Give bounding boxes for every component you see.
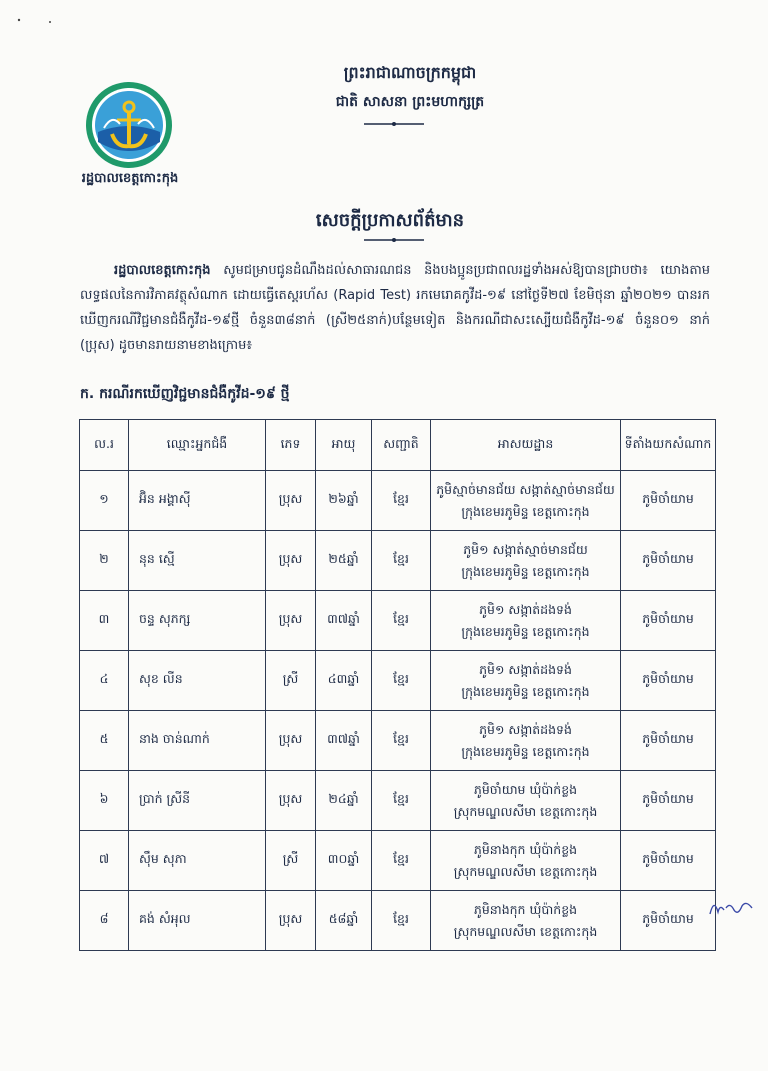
sample-site: ភូមិចាំយាម: [621, 651, 716, 711]
patient-age: ៤៣ឆ្នាំ: [316, 651, 372, 711]
org-caption: រដ្ឋបាលខេត្តកោះកុង: [81, 171, 179, 186]
address-line-1: ភូមិចាំយាម ឃុំប៉ាក់ខ្លង: [473, 781, 578, 797]
patient-name: នុន ស្មើ: [129, 531, 266, 591]
header-address: អាសយដ្ឋាន: [431, 420, 621, 471]
patient-nationality: ខ្មែរ: [372, 591, 431, 651]
paragraph-lead: រដ្ឋបាលខេត្តកោះកុង: [114, 263, 211, 278]
table-row: [80, 591, 716, 651]
patient-sex: ប្រុស: [266, 711, 316, 771]
row-number: ១: [80, 471, 129, 531]
sample-site: ភូមិចាំយាម: [621, 771, 716, 831]
address-line-1: ភូមិនាងកុក ឃុំប៉ាក់ខ្លង: [473, 901, 578, 917]
patient-age: ៣៧ឆ្នាំ: [316, 711, 372, 771]
patient-sex: ស្រី: [266, 831, 316, 891]
sample-site: ភូមិចាំយាម: [621, 711, 716, 771]
anchor-emblem-icon: [84, 80, 174, 170]
section-heading: ក. ករណីរកឃើញវិជ្ជមានជំងឺកូវីដ-១៩ ថ្មី: [80, 386, 290, 402]
patient-name: ស៊ឹម សុភា: [129, 831, 266, 891]
sample-site: ភូមិចាំយាម: [621, 891, 716, 951]
header-sex: ភេទ: [266, 420, 316, 471]
address-line-2: ក្រុងខេមរភូមិន្ទ ខេត្តកោះកុង: [461, 743, 590, 759]
patient-nationality: ខ្មែរ: [372, 891, 431, 951]
row-number: ២: [80, 531, 129, 591]
patient-address: [431, 591, 621, 651]
table-row: [80, 531, 716, 591]
table-row: [80, 771, 716, 831]
row-number: ៥: [80, 711, 129, 771]
patient-name: អ៊ិន អង្គាស៊ី: [129, 471, 266, 531]
patient-name: ចន្ទ សុភក្ស: [129, 591, 266, 651]
patient-age: ៣៧ឆ្នាំ: [316, 591, 372, 651]
patient-nationality: ខ្មែរ: [372, 471, 431, 531]
patient-address: [431, 651, 621, 711]
table-header-row: [80, 420, 716, 471]
address-line-1: ភូមិ១ សង្កាត់ស្មាច់មានជ័យ: [463, 541, 588, 557]
header-nationality: សញ្ជាតិ: [372, 420, 431, 471]
kingdom-heading: ព្រះរាជាណាចក្រកម្ពុជា: [343, 63, 477, 82]
national-motto: ជាតិ សាសនា ព្រះមហាក្សត្រ: [335, 94, 485, 110]
patient-sex: ប្រុស: [266, 591, 316, 651]
patient-address: [431, 771, 621, 831]
cases-table: [79, 419, 716, 951]
row-number: ៨: [80, 891, 129, 951]
patient-address: [431, 891, 621, 951]
announcement-paragraph: [80, 258, 710, 358]
patient-age: ២៥ឆ្នាំ: [316, 531, 372, 591]
patient-sex: ប្រុស: [266, 471, 316, 531]
header-name: ឈ្មោះអ្នកជំងឺ: [129, 420, 266, 471]
row-number: ៦: [80, 771, 129, 831]
address-line-1: ភូមិ១ សង្កាត់ដងទង់: [479, 661, 572, 677]
address-line-1: ភូមិស្មាច់មានជ័យ សង្កាត់ស្មាច់មានជ័យ: [436, 481, 615, 497]
patient-sex: ប្រុស: [266, 531, 316, 591]
patient-nationality: ខ្មែរ: [372, 711, 431, 771]
table-row: [80, 831, 716, 891]
header-sample-site: ទីតាំងយកសំណាក: [621, 420, 716, 471]
address-line-2: ក្រុងខេមរភូមិន្ទ ខេត្តកោះកុង: [461, 683, 590, 699]
sample-site: ភូមិចាំយាម: [621, 591, 716, 651]
patient-nationality: ខ្មែរ: [372, 831, 431, 891]
sample-site: ភូមិចាំយាម: [621, 471, 716, 531]
row-number: ៧: [80, 831, 129, 891]
address-line-2: ក្រុងខេមរភូមិន្ទ ខេត្តកោះកុង: [461, 623, 590, 639]
patient-age: ២៦ឆ្នាំ: [316, 471, 372, 531]
paragraph-body: សូមជម្រាបជូនដំណឹងដល់សាធារណជន និងបងប្អូនប្រជាពលរដ្ឋទាំងអស់ឱ្យបានជ្រាបថា៖ យោងតាមលទ្ធផលនៃការវិភាគវត្ថុសំណាក ដោយធ្វើតេស្តរហ័ស (Rapid Test) រកមេរោគកូវីដ-១៩ នៅថ្ងៃទី២៧ ខែមិថុនា ឆ្នាំ២០២១ បានរកឃើញករណីវិជ្ជមានជំងឺកូវីដ-១៩ថ្មី ចំនួន៣៨នាក់ (ស្រី២៥នាក់)បន្ថែមទៀត និងករណីជាសះស្បើយជំងឺកូវីដ-១៩ ចំនួន០១ នាក់ (ប្រុស) ដូចមានរាយនាមខាងក្រោម៖: [80, 263, 710, 353]
row-number: ៤: [80, 651, 129, 711]
patient-name: ប្រាក់ ស្រីនី: [129, 771, 266, 831]
patient-age: ៣០ឆ្នាំ: [316, 831, 372, 891]
patient-name: នាង ចាន់ណាក់: [129, 711, 266, 771]
row-number: ៣: [80, 591, 129, 651]
title-ornament: [364, 236, 424, 244]
patient-age: ២៤ឆ្នាំ: [316, 771, 372, 831]
address-line-2: ក្រុងខេមរភូមិន្ទ ខេត្តកោះកុង: [461, 563, 590, 579]
patient-sex: ប្រុស: [266, 891, 316, 951]
header-no: ល.រ: [80, 420, 129, 471]
scan-specks: [16, 16, 56, 26]
patient-sex: ស្រី: [266, 651, 316, 711]
patient-address: [431, 531, 621, 591]
patient-address: [431, 711, 621, 771]
sample-site: ភូមិចាំយាម: [621, 831, 716, 891]
table-row: [80, 891, 716, 951]
table-row: [80, 651, 716, 711]
table-row: [80, 471, 716, 531]
address-line-2: ស្រុកមណ្ឌលសីមា ខេត្តកោះកុង: [453, 923, 598, 939]
patient-nationality: ខ្មែរ: [372, 531, 431, 591]
patient-nationality: ខ្មែរ: [372, 651, 431, 711]
ornament-divider: [364, 120, 424, 128]
sample-site: ភូមិចាំយាម: [621, 531, 716, 591]
address-line-1: ភូមិ១ សង្កាត់ដងទង់: [479, 601, 572, 617]
address-line-2: ក្រុងខេមរភូមិន្ទ ខេត្តកោះកុង: [461, 503, 590, 519]
patient-sex: ប្រុស: [266, 771, 316, 831]
patient-age: ៥៨ឆ្នាំ: [316, 891, 372, 951]
handwritten-signature: [706, 894, 756, 920]
address-line-2: ស្រុកមណ្ឌលសីមា ខេត្តកោះកុង: [453, 863, 598, 879]
patient-name: គង់ សំអុល: [129, 891, 266, 951]
table-row: [80, 711, 716, 771]
address-line-2: ស្រុកមណ្ឌលសីមា ខេត្តកោះកុង: [453, 803, 598, 819]
patient-nationality: ខ្មែរ: [372, 771, 431, 831]
header-age: អាយុ: [316, 420, 372, 471]
patient-address: [431, 831, 621, 891]
patient-address: [431, 471, 621, 531]
address-line-1: ភូមិនាងកុក ឃុំប៉ាក់ខ្លង: [473, 841, 578, 857]
address-line-1: ភូមិ១ សង្កាត់ដងទង់: [479, 721, 572, 737]
document-title: សេចក្តីប្រកាសព័ត៌មាន: [315, 210, 465, 231]
patient-name: សុខ លីន: [129, 651, 266, 711]
